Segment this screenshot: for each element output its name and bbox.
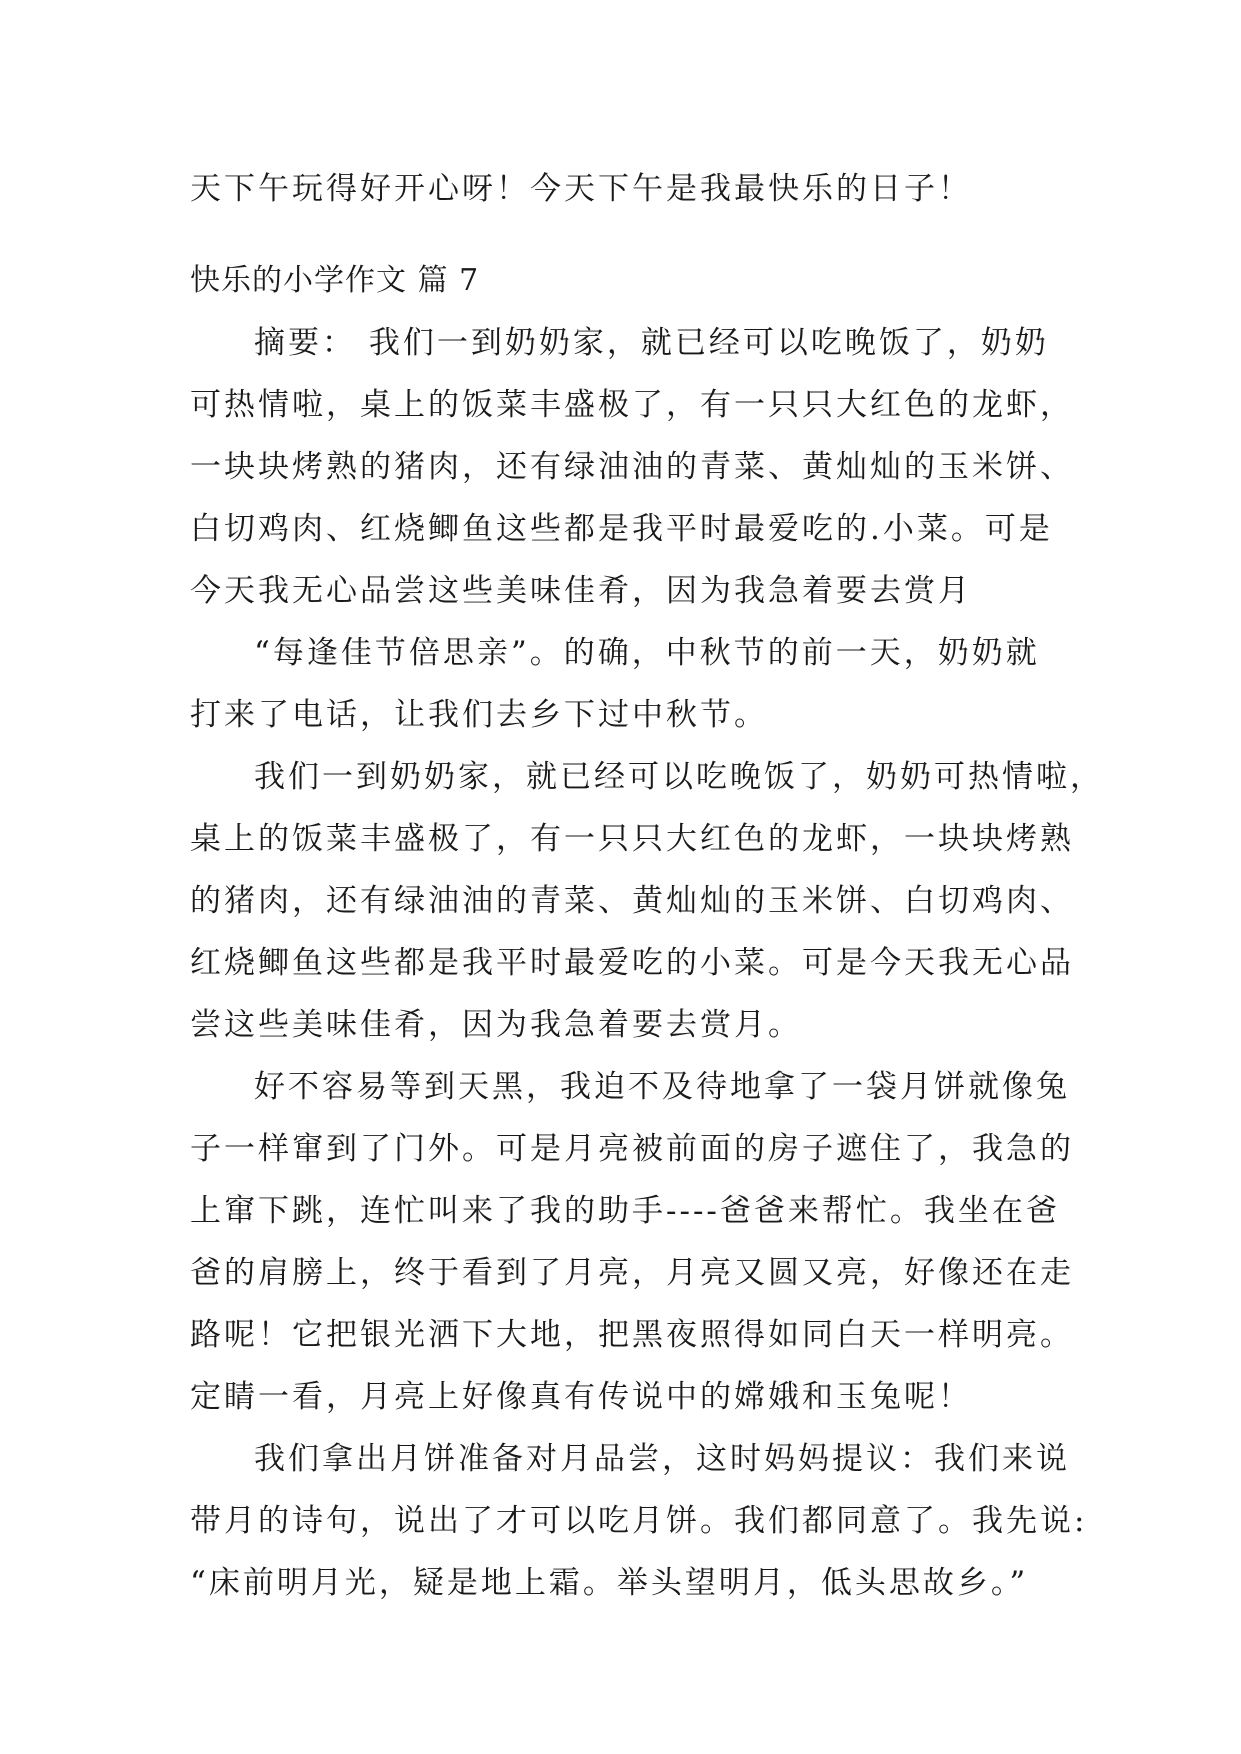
paragraph (190, 1428, 1088, 1614)
paragraph-line: 打来了电话，让我们去乡下过中秋节。 (190, 697, 768, 733)
paragraph-abstract (190, 312, 1074, 622)
paragraph-line: 的猪肉，还有绿油油的青菜、黄灿灿的玉米饼、白切鸡肉、 (190, 883, 1074, 919)
paragraph-line: 我们一到奶奶家，就已经可以吃晚饭了，奶奶可热情啦， (254, 759, 1104, 795)
paragraph-line: 摘要： 我们一到奶奶家，就已经可以吃晚饭了，奶奶 (254, 325, 1049, 361)
paragraph-line: 今天我无心品尝这些美味佳肴，因为我急着要去赏月 (190, 573, 972, 609)
paragraph-line: 路呢！它把银光洒下大地，把黑夜照得如同白天一样明亮。 (190, 1317, 1074, 1353)
paragraph-line: 爸的肩膀上，终于看到了月亮，月亮又圆又亮，好像还在走 (190, 1255, 1074, 1291)
spacer (190, 220, 1060, 250)
paragraph-line: 好不容易等到天黑，我迫不及待地拿了一袋月饼就像兔 (254, 1069, 1070, 1105)
paragraph-line: “床前明月光，疑是地上霜。举头望明月，低头思故乡。” (190, 1565, 1029, 1601)
paragraph (190, 622, 1060, 746)
paragraph-line: 我们拿出月饼准备对月品尝，这时妈妈提议：我们来说 (254, 1441, 1070, 1477)
paragraph (190, 746, 1104, 1056)
section-title: 快乐的小学作文 篇 7 (190, 263, 480, 298)
paragraph-line: 子一样窜到了门外。可是月亮被前面的房子遮住了，我急的 (190, 1131, 1074, 1167)
paragraph-line: 可热情啦，桌上的饭菜丰盛极了，有一只只大红色的龙虾， (190, 387, 1074, 423)
paragraph-line: 定睛一看，月亮上好像真有传说中的嫦娥和玉兔呢！ (190, 1379, 972, 1415)
paragraph-line: “每逢佳节倍思亲”。的确，中秋节的前一天，奶奶就 (254, 635, 1040, 671)
paragraph-line: 一块块烤熟的猪肉，还有绿油油的青菜、黄灿灿的玉米饼、 (190, 449, 1074, 485)
paragraph-line: 白切鸡肉、红烧鲫鱼这些都是我平时最爱吃的.小菜。可是 (190, 511, 1053, 547)
paragraph-line: 红烧鲫鱼这些都是我平时最爱吃的小菜。可是今天我无心品 (190, 945, 1074, 981)
intro-line: 天下午玩得好开心呀！今天下午是我最快乐的日子！ (190, 171, 972, 207)
paragraph-line: 桌上的饭菜丰盛极了，有一只只大红色的龙虾，一块块烤熟 (190, 821, 1074, 857)
paragraph (190, 1056, 1074, 1428)
paragraph-line: 上窜下跳，连忙叫来了我的助手----爸爸来帮忙。我坐在爸 (190, 1193, 1060, 1229)
paragraph-line: 带月的诗句，说出了才可以吃月饼。我们都同意了。我先说: (190, 1503, 1088, 1539)
document-body (190, 158, 1104, 1614)
paragraph-line: 尝这些美味佳肴，因为我急着要去赏月。 (190, 1007, 802, 1043)
